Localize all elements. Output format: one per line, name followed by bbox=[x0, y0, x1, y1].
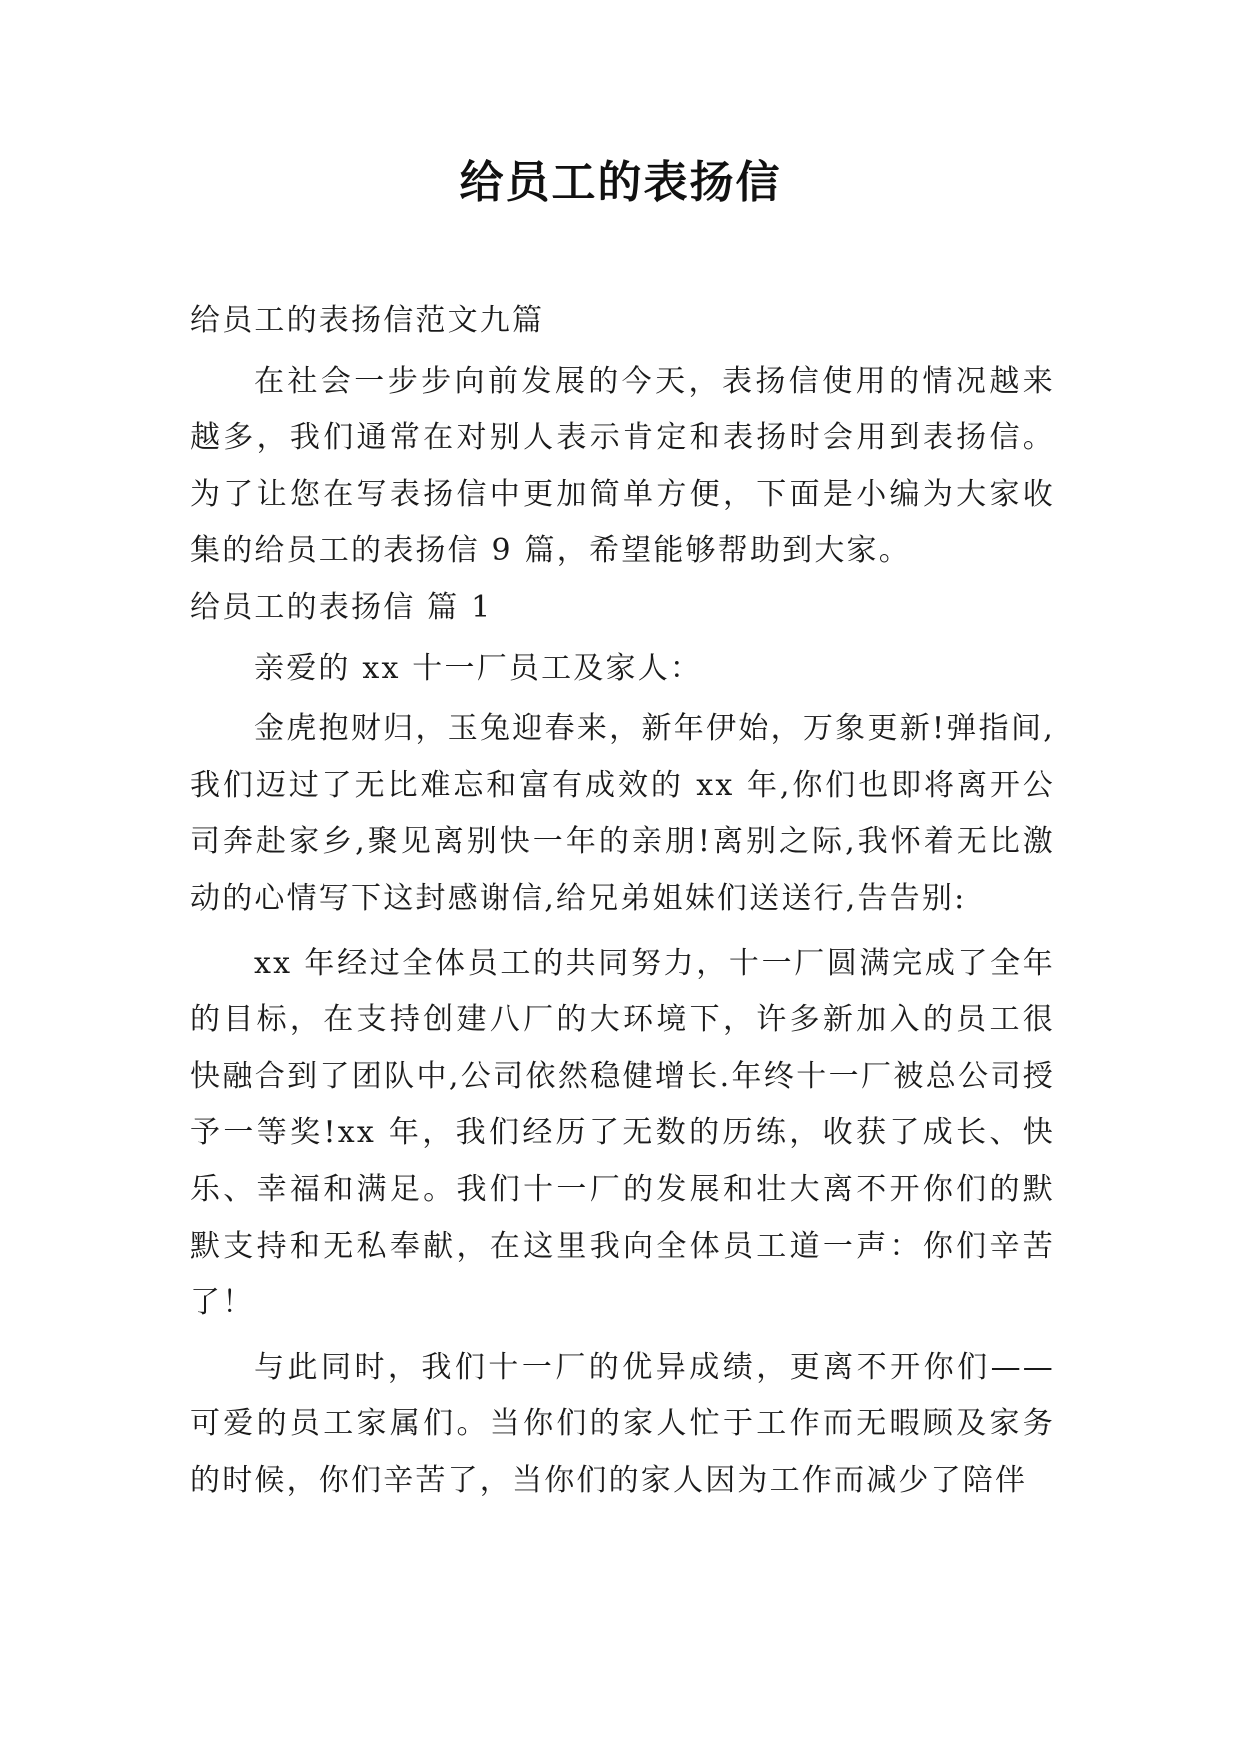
document-body bbox=[190, 293, 1055, 1509]
body-paragraph: 金虎抱财归，玉兔迎春来，新年伊始，万象更新!弹指间,我们迈过了无比难忘和富有成效的 xx 年,你们也即将离开公司奔赴家乡,聚见离别快一年的亲朋!离别之际,我怀着无比激动的心情写下这封感谢信,给兄弟姐妹们送送行,告告别: bbox=[190, 711, 1055, 916]
body-paragraph: xx 年经过全体员工的共同努力，十一厂圆满完成了全年的目标，在支持创建八厂的大环境下，许多新加入的员工很快融合到了团队中,公司依然稳健增长.年终十一厂被总公司授予一等奖!xx 年，我们经历了无数的历练，收获了成长、快乐、幸福和满足。我们十一厂的发展和壮大离不开你们的默默支持和无私奉献，在这里我向全体员工道一声：你们辛苦了！ bbox=[190, 945, 1055, 1321]
body-paragraph: 与此同时，我们十一厂的优异成绩，更离不开你们——可爱的员工家属们。当你们的家人忙于工作而无暇顾及家务的时候，你们辛苦了，当你们的家人因为工作而减少了陪伴 bbox=[190, 1349, 1055, 1498]
subtitle-line: 给员工的表扬信范文九篇 bbox=[190, 303, 545, 338]
section-heading: 给员工的表扬信 篇 1 bbox=[190, 589, 493, 625]
intro-paragraph: 在社会一步步向前发展的今天，表扬信使用的情况越来越多，我们通常在对别人表示肯定和表扬时会用到表扬信。为了让您在写表扬信中更加简单方便，下面是小编为大家收集的给员工的表扬信 9 篇，希望能够帮助到大家。 bbox=[190, 363, 1055, 569]
document-title: 给员工的表扬信 bbox=[459, 157, 782, 208]
salutation: 亲爱的 xx 十一厂员工及家人： bbox=[254, 650, 703, 686]
